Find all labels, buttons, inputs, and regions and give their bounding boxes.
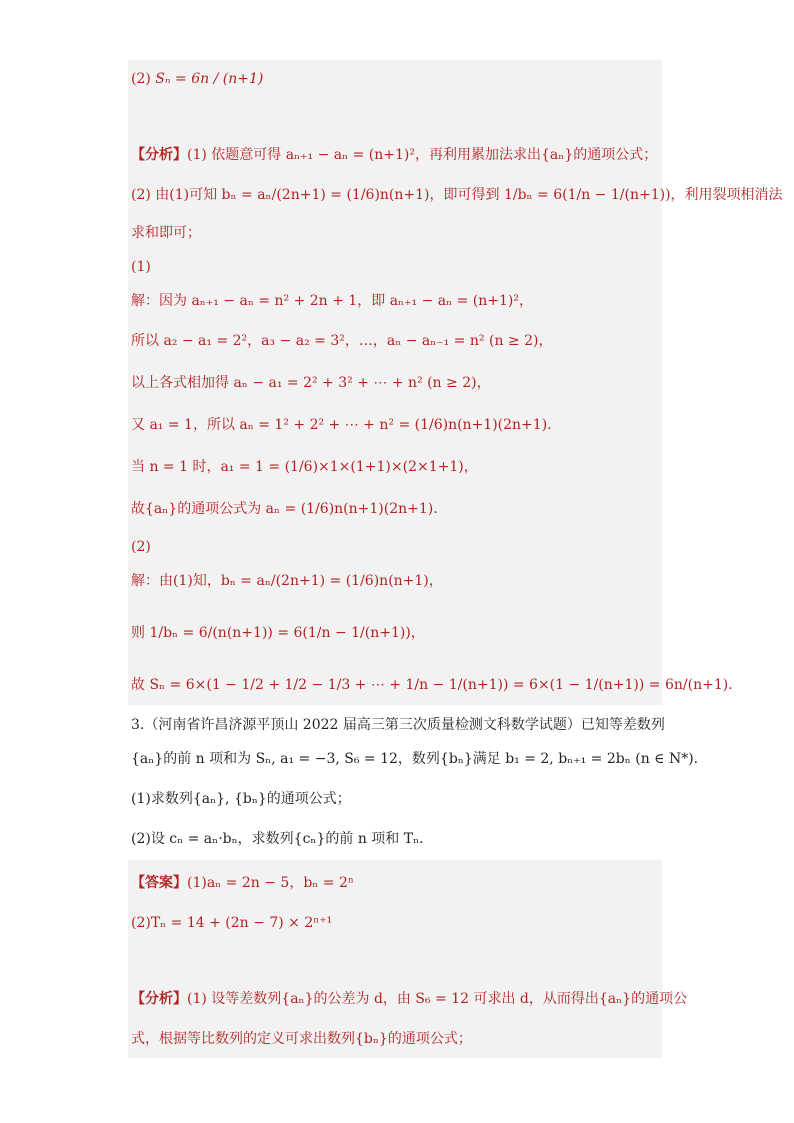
part2-line-3: 故 Sₙ = 6×(1 − 1/2 + 1/2 − 1/3 + ⋯ + 1/n − 1/(n+1)) = 6×(1 − 1/(n+1)) = 6n/(n+1). bbox=[131, 677, 733, 693]
analysis-text-1: (1) 依题意可得 aₙ₊₁ − aₙ = (n+1)²，再利用累加法求出{aₙ}的通项公式； bbox=[187, 147, 658, 163]
part1-line-4: 又 a₁ = 1，所以 aₙ = 1² + 2² + ⋯ + n² = (1/6)n(n+1)(2n+1). bbox=[131, 417, 552, 433]
problem3-question-1: (1)求数列{aₙ}, {bₙ}的通项公式； bbox=[131, 791, 351, 807]
analysis-line-3: 求和即可； bbox=[131, 225, 201, 241]
analysis2-line-1 bbox=[131, 990, 687, 1008]
answer-line-1 bbox=[131, 874, 354, 892]
part1-line-6: 故{aₙ}的通项公式为 aₙ = (1/6)n(n+1)(2n+1). bbox=[131, 501, 438, 517]
analysis-line-1 bbox=[131, 146, 657, 164]
sol2-label: (2) bbox=[131, 71, 151, 87]
sol2-expr: Sₙ = 6n / (n+1) bbox=[155, 71, 264, 87]
answer-tag: 【答案】 bbox=[131, 875, 187, 891]
part1-line-2: 所以 a₂ − a₁ = 2²，a₃ − a₂ = 3²，…，aₙ − aₙ₋₁ = n² (n ≥ 2)， bbox=[131, 333, 553, 349]
part2-line-1: 解：由(1)知，bₙ = aₙ/(2n+1) = (1/6)n(n+1)， bbox=[131, 573, 443, 589]
problem3-question-2: (2)设 cₙ = aₙ·bₙ，求数列{cₙ}的前 n 项和 Tₙ． bbox=[131, 831, 434, 847]
analysis2-text-1: (1) 设等差数列{aₙ}的公差为 d，由 S₆ = 12 可求出 d，从而得出{aₙ}的通项公 bbox=[187, 991, 688, 1007]
analysis2-line-2: 式，根据等比数列的定义可求出数列{bₙ}的通项公式； bbox=[131, 1031, 472, 1047]
part1-label: (1) bbox=[131, 259, 151, 275]
sol2-result-line bbox=[131, 70, 263, 88]
part2-label: (2) bbox=[131, 539, 151, 555]
problem3-line-1: 3.（河南省许昌济源平顶山 2022 届高三第三次质量检测文科数学试题）已知等差数列 bbox=[131, 717, 665, 733]
part1-line-1: 解：因为 aₙ₊₁ − aₙ = n² + 2n + 1，即 aₙ₊₁ − aₙ = (n+1)²， bbox=[131, 293, 533, 309]
part1-line-5: 当 n = 1 时，a₁ = 1 = (1/6)×1×(1+1)×(2×1+1)， bbox=[131, 459, 478, 475]
problem3-line-2: {aₙ}的前 n 项和为 Sₙ, a₁ = −3, S₆ = 12，数列{bₙ}满足 b₁ = 2, bₙ₊₁ = 2bₙ (n ∈ N*)． bbox=[131, 751, 708, 767]
answer-line-2: (2)Tₙ = 14 + (2n − 7) × 2ⁿ⁺¹ bbox=[131, 915, 333, 931]
analysis-tag: 【分析】 bbox=[131, 147, 187, 163]
part2-line-2: 则 1/bₙ = 6/(n(n+1)) = 6(1/n − 1/(n+1))， bbox=[131, 625, 425, 641]
analysis2-tag: 【分析】 bbox=[131, 991, 187, 1007]
part1-line-3: 以上各式相加得 aₙ − a₁ = 2² + 3² + ⋯ + n² (n ≥ 2)， bbox=[131, 375, 491, 391]
answer-text-1: (1)aₙ = 2n − 5，bₙ = 2ⁿ bbox=[187, 875, 354, 891]
analysis-line-2: (2) 由(1)可知 bₙ = aₙ/(2n+1) = (1/6)n(n+1)，即可得到 1/bₙ = 6(1/n − 1/(n+1))，利用裂项相消法 bbox=[131, 187, 783, 203]
